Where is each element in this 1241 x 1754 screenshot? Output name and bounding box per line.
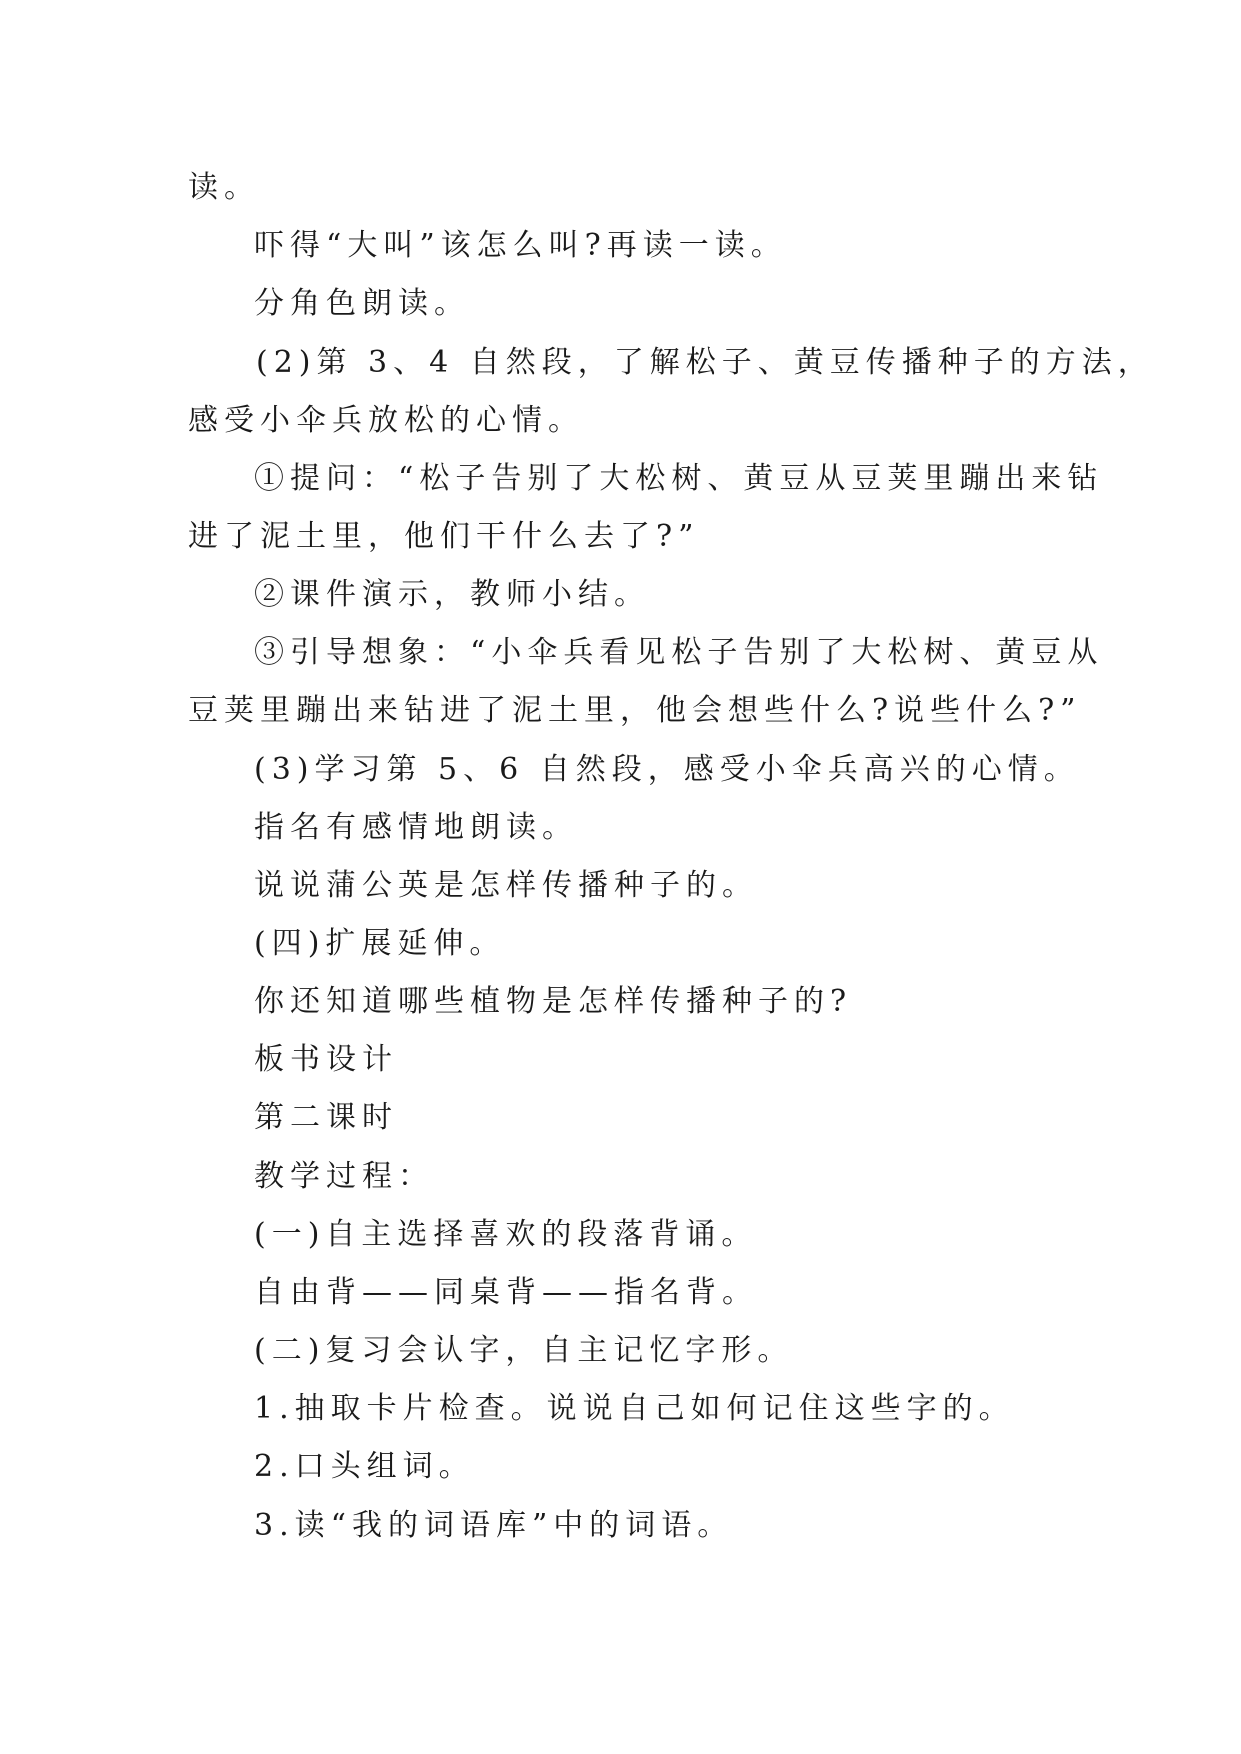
paragraph-line: (一)自主选择喜欢的段落背诵。 — [254, 1217, 758, 1252]
paragraph-line: (3)学习第 5、6 自然段，感受小伞兵高兴的心情。 — [254, 752, 1080, 787]
paragraph-line: 教学过程： — [254, 1159, 434, 1194]
paragraph-line: (四)扩展延伸。 — [254, 926, 506, 961]
paragraph-line: 板书设计 — [254, 1042, 398, 1077]
paragraph-line: 分角色朗读。 — [254, 286, 470, 321]
paragraph-line: 说说蒲公英是怎样传播种子的。 — [254, 868, 758, 903]
paragraph-line: 2.口头组词。 — [254, 1449, 475, 1484]
paragraph-line: ②课件演示，教师小结。 — [254, 577, 650, 612]
paragraph-line: (2)第 3、4 自然段，了解松子、黄豆传播种子的方法， — [256, 345, 1154, 380]
paragraph-line: 第二课时 — [254, 1100, 398, 1135]
paragraph-line: ①提问：“松子告别了大松树、黄豆从豆荚里蹦出来钻 — [254, 461, 1104, 496]
paragraph-line: 进了泥土里，他们干什么去了?” — [188, 519, 700, 554]
paragraph-line: 3.读“我的词语库”中的词语。 — [254, 1508, 734, 1543]
paragraph-line: 指名有感情地朗读。 — [254, 810, 578, 845]
paragraph-line: 读。 — [188, 170, 260, 205]
paragraph-line: 吓得“大叫”该怎么叫?再读一读。 — [254, 228, 787, 263]
paragraph-line: 自由背——同桌背——指名背。 — [254, 1275, 758, 1310]
paragraph-line: 豆荚里蹦出来钻进了泥土里，他会想些什么?说些什么?” — [188, 693, 1082, 728]
paragraph-line: 你还知道哪些植物是怎样传播种子的? — [254, 984, 853, 1019]
paragraph-line: 1.抽取卡片检查。说说自己如何记住这些字的。 — [254, 1391, 1015, 1426]
paragraph-line: 感受小伞兵放松的心情。 — [188, 403, 584, 438]
paragraph-line: (二)复习会认字，自主记忆字形。 — [254, 1333, 794, 1368]
paragraph-line: ③引导想象：“小伞兵看见松子告别了大松树、黄豆从 — [254, 635, 1104, 670]
